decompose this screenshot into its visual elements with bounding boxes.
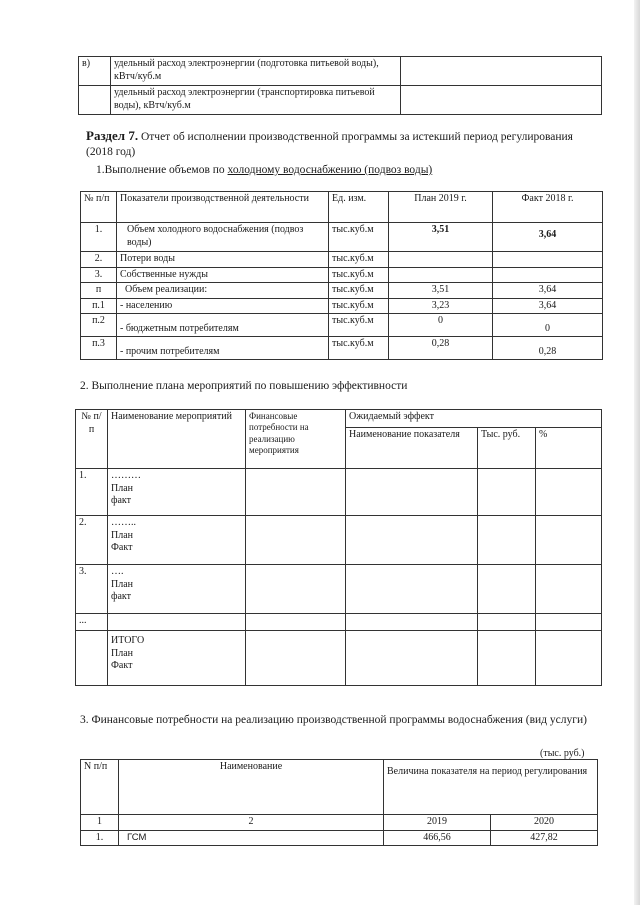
cell-plan: 0,28: [389, 337, 493, 360]
line: План: [111, 529, 134, 541]
cell-num: ...: [76, 614, 108, 631]
cell-unit: тыс.куб.м: [329, 223, 389, 252]
header-effect: Ожидаемый эффект: [346, 410, 602, 428]
table-header-row: [81, 192, 603, 223]
empty-cell: [478, 565, 536, 614]
index-num: 1: [81, 815, 119, 831]
table-row: [81, 283, 603, 299]
empty-cell: [478, 516, 536, 565]
cell-num: п.1: [81, 298, 117, 314]
line: План: [111, 482, 134, 494]
line: План: [111, 647, 134, 659]
line: ….: [111, 566, 124, 577]
empty-cell: [536, 565, 602, 614]
cell-unit: тыс.куб.м: [329, 337, 389, 360]
cell-name: Собственные нужды: [117, 267, 329, 283]
empty-cell: [246, 614, 346, 631]
empty-cell: [478, 614, 536, 631]
header-num: № п/п: [81, 192, 117, 223]
cell-num: [76, 631, 108, 686]
cell-num: 2.: [81, 252, 117, 268]
cell-name: [108, 516, 246, 565]
cell-fact: 3,64: [493, 283, 603, 299]
line: факт: [111, 495, 132, 506]
scan-edge-shadow: [634, 0, 640, 905]
line: Факт: [111, 660, 133, 671]
table-row: [76, 469, 602, 516]
row-value: [401, 57, 602, 86]
line: ………: [111, 470, 141, 481]
index-year-2019: 2019: [384, 815, 491, 831]
section3-units: (тыс. руб.): [540, 748, 585, 759]
subtitle-underlined: холодному водоснабжению (подвоз воды): [227, 164, 433, 176]
cell-name: Объем реализации:: [117, 283, 329, 299]
subtitle-prefix: 1.Выполнение объемов по: [96, 164, 225, 176]
cell-num: 1.: [81, 830, 119, 846]
cell-num: п: [81, 283, 117, 299]
cell-fact: [493, 252, 603, 268]
header-value: Величина показателя на период регулирования: [384, 760, 598, 815]
line: ИТОГО: [111, 635, 145, 646]
top-table: [78, 56, 602, 115]
header-name: Наименование мероприятий: [108, 410, 246, 469]
section7-title-year: (2018 год): [86, 145, 136, 158]
index-year-2020: 2020: [491, 815, 598, 831]
header-name: Показатели производственной деятельности: [117, 192, 329, 223]
empty-cell: [346, 565, 478, 614]
cell-fact: 3,64: [493, 223, 603, 252]
table-row: [79, 57, 602, 86]
cell-num: 3.: [76, 565, 108, 614]
empty-cell: [246, 469, 346, 516]
table-header-row: [81, 760, 598, 815]
empty-cell: [246, 516, 346, 565]
empty-cell: [246, 565, 346, 614]
section7-title-rest: Отчет об исполнении производственной программы за истекший период регулирования: [140, 131, 573, 143]
index-name: 2: [119, 815, 384, 831]
empty-cell: [246, 631, 346, 686]
cell-plan: 3,51: [389, 283, 493, 299]
table-row: [76, 631, 602, 686]
header-plan: План 2019 г.: [389, 192, 493, 223]
cell-name: [108, 631, 246, 686]
empty-cell: [478, 469, 536, 516]
table-row: [76, 516, 602, 565]
cell-2019: 466,56: [384, 830, 491, 846]
empty-cell: [346, 516, 478, 565]
line: Факт: [111, 542, 133, 553]
measures-table: [75, 409, 602, 686]
cell-name: [108, 565, 246, 614]
cell-num: 1.: [76, 469, 108, 516]
empty-cell: [536, 631, 602, 686]
empty-cell: [536, 614, 602, 631]
table-row: [81, 314, 603, 337]
empty-cell: [346, 614, 478, 631]
cell-name: ГСМ: [119, 830, 384, 846]
table-row: [76, 614, 602, 631]
table-row: [81, 223, 603, 252]
cell-name: Потери воды: [117, 252, 329, 268]
empty-cell: [536, 516, 602, 565]
cell-unit: тыс.куб.м: [329, 283, 389, 299]
table-row: [79, 86, 602, 115]
cell-fact: 0,28: [493, 337, 603, 360]
header-name: Наименование: [119, 760, 384, 815]
header-num: № п/п: [76, 410, 108, 469]
row-text: удельный расход электроэнергии (подготовка питьевой воды), кВтч/куб.м: [111, 57, 401, 86]
section7-subtitle: [96, 164, 602, 176]
cell-name: - прочим потребителям: [117, 337, 329, 360]
cell-fact: 0: [493, 314, 603, 337]
empty-cell: [536, 469, 602, 516]
cell-plan: [389, 267, 493, 283]
cell-fact: [493, 267, 603, 283]
cell-unit: тыс.куб.м: [329, 252, 389, 268]
row-num: в): [79, 57, 111, 86]
row-text: удельный расход электроэнергии (транспортировка питьевой воды), кВтч/куб.м: [111, 86, 401, 115]
table-header-row: [76, 410, 602, 428]
header-rub: Тыс. руб.: [478, 428, 536, 469]
table-index-row: [81, 815, 598, 831]
header-pct: %: [536, 428, 602, 469]
table-row: [81, 337, 603, 360]
cell-name: - населению: [117, 298, 329, 314]
row-num: [79, 86, 111, 115]
section2-title: 2. Выполнение плана мероприятий по повышению эффективности: [80, 380, 408, 392]
cell-num: 1.: [81, 223, 117, 252]
cell-unit: тыс.куб.м: [329, 298, 389, 314]
cell-unit: тыс.куб.м: [329, 314, 389, 337]
cell-plan: [389, 252, 493, 268]
cell-num: п.3: [81, 337, 117, 360]
empty-cell: [478, 631, 536, 686]
header-indicator: Наименование показателя: [346, 428, 478, 469]
header-fact: Факт 2018 г.: [493, 192, 603, 223]
row-value: [401, 86, 602, 115]
header-fin: Финансовые потребности на реализацию мероприятия: [246, 410, 346, 469]
cell-fact: 3,64: [493, 298, 603, 314]
cell-num: 3.: [81, 267, 117, 283]
line: факт: [111, 591, 132, 602]
cell-name: Объем холодного водоснабжения (подвоз воды): [117, 223, 329, 252]
cell-plan: 3,23: [389, 298, 493, 314]
line: ……..: [111, 517, 136, 528]
volumes-table: [80, 191, 603, 360]
table-row: [76, 565, 602, 614]
cell-name: [108, 614, 246, 631]
cell-num: п.2: [81, 314, 117, 337]
section7-title: [86, 128, 602, 160]
header-unit: Ед. изм.: [329, 192, 389, 223]
table-row: [81, 252, 603, 268]
cell-num: 2.: [76, 516, 108, 565]
table-row: [81, 267, 603, 283]
empty-cell: [346, 469, 478, 516]
cell-2020: 427,82: [491, 830, 598, 846]
cell-name: [108, 469, 246, 516]
table-row: [81, 830, 598, 846]
cell-plan: 3,51: [389, 223, 493, 252]
section7-title-bold: Раздел 7.: [86, 128, 139, 143]
cell-unit: тыс.куб.м: [329, 267, 389, 283]
table-row: [81, 298, 603, 314]
financial-table: [80, 759, 598, 846]
header-num: N п/п: [81, 760, 119, 815]
section3-title: 3. Финансовые потребности на реализацию производственной программы водоснабжения (вид услуги): [80, 714, 587, 726]
line: План: [111, 578, 134, 590]
cell-plan: 0: [389, 314, 493, 337]
empty-cell: [346, 631, 478, 686]
cell-name: - бюджетным потребителям: [117, 314, 329, 337]
